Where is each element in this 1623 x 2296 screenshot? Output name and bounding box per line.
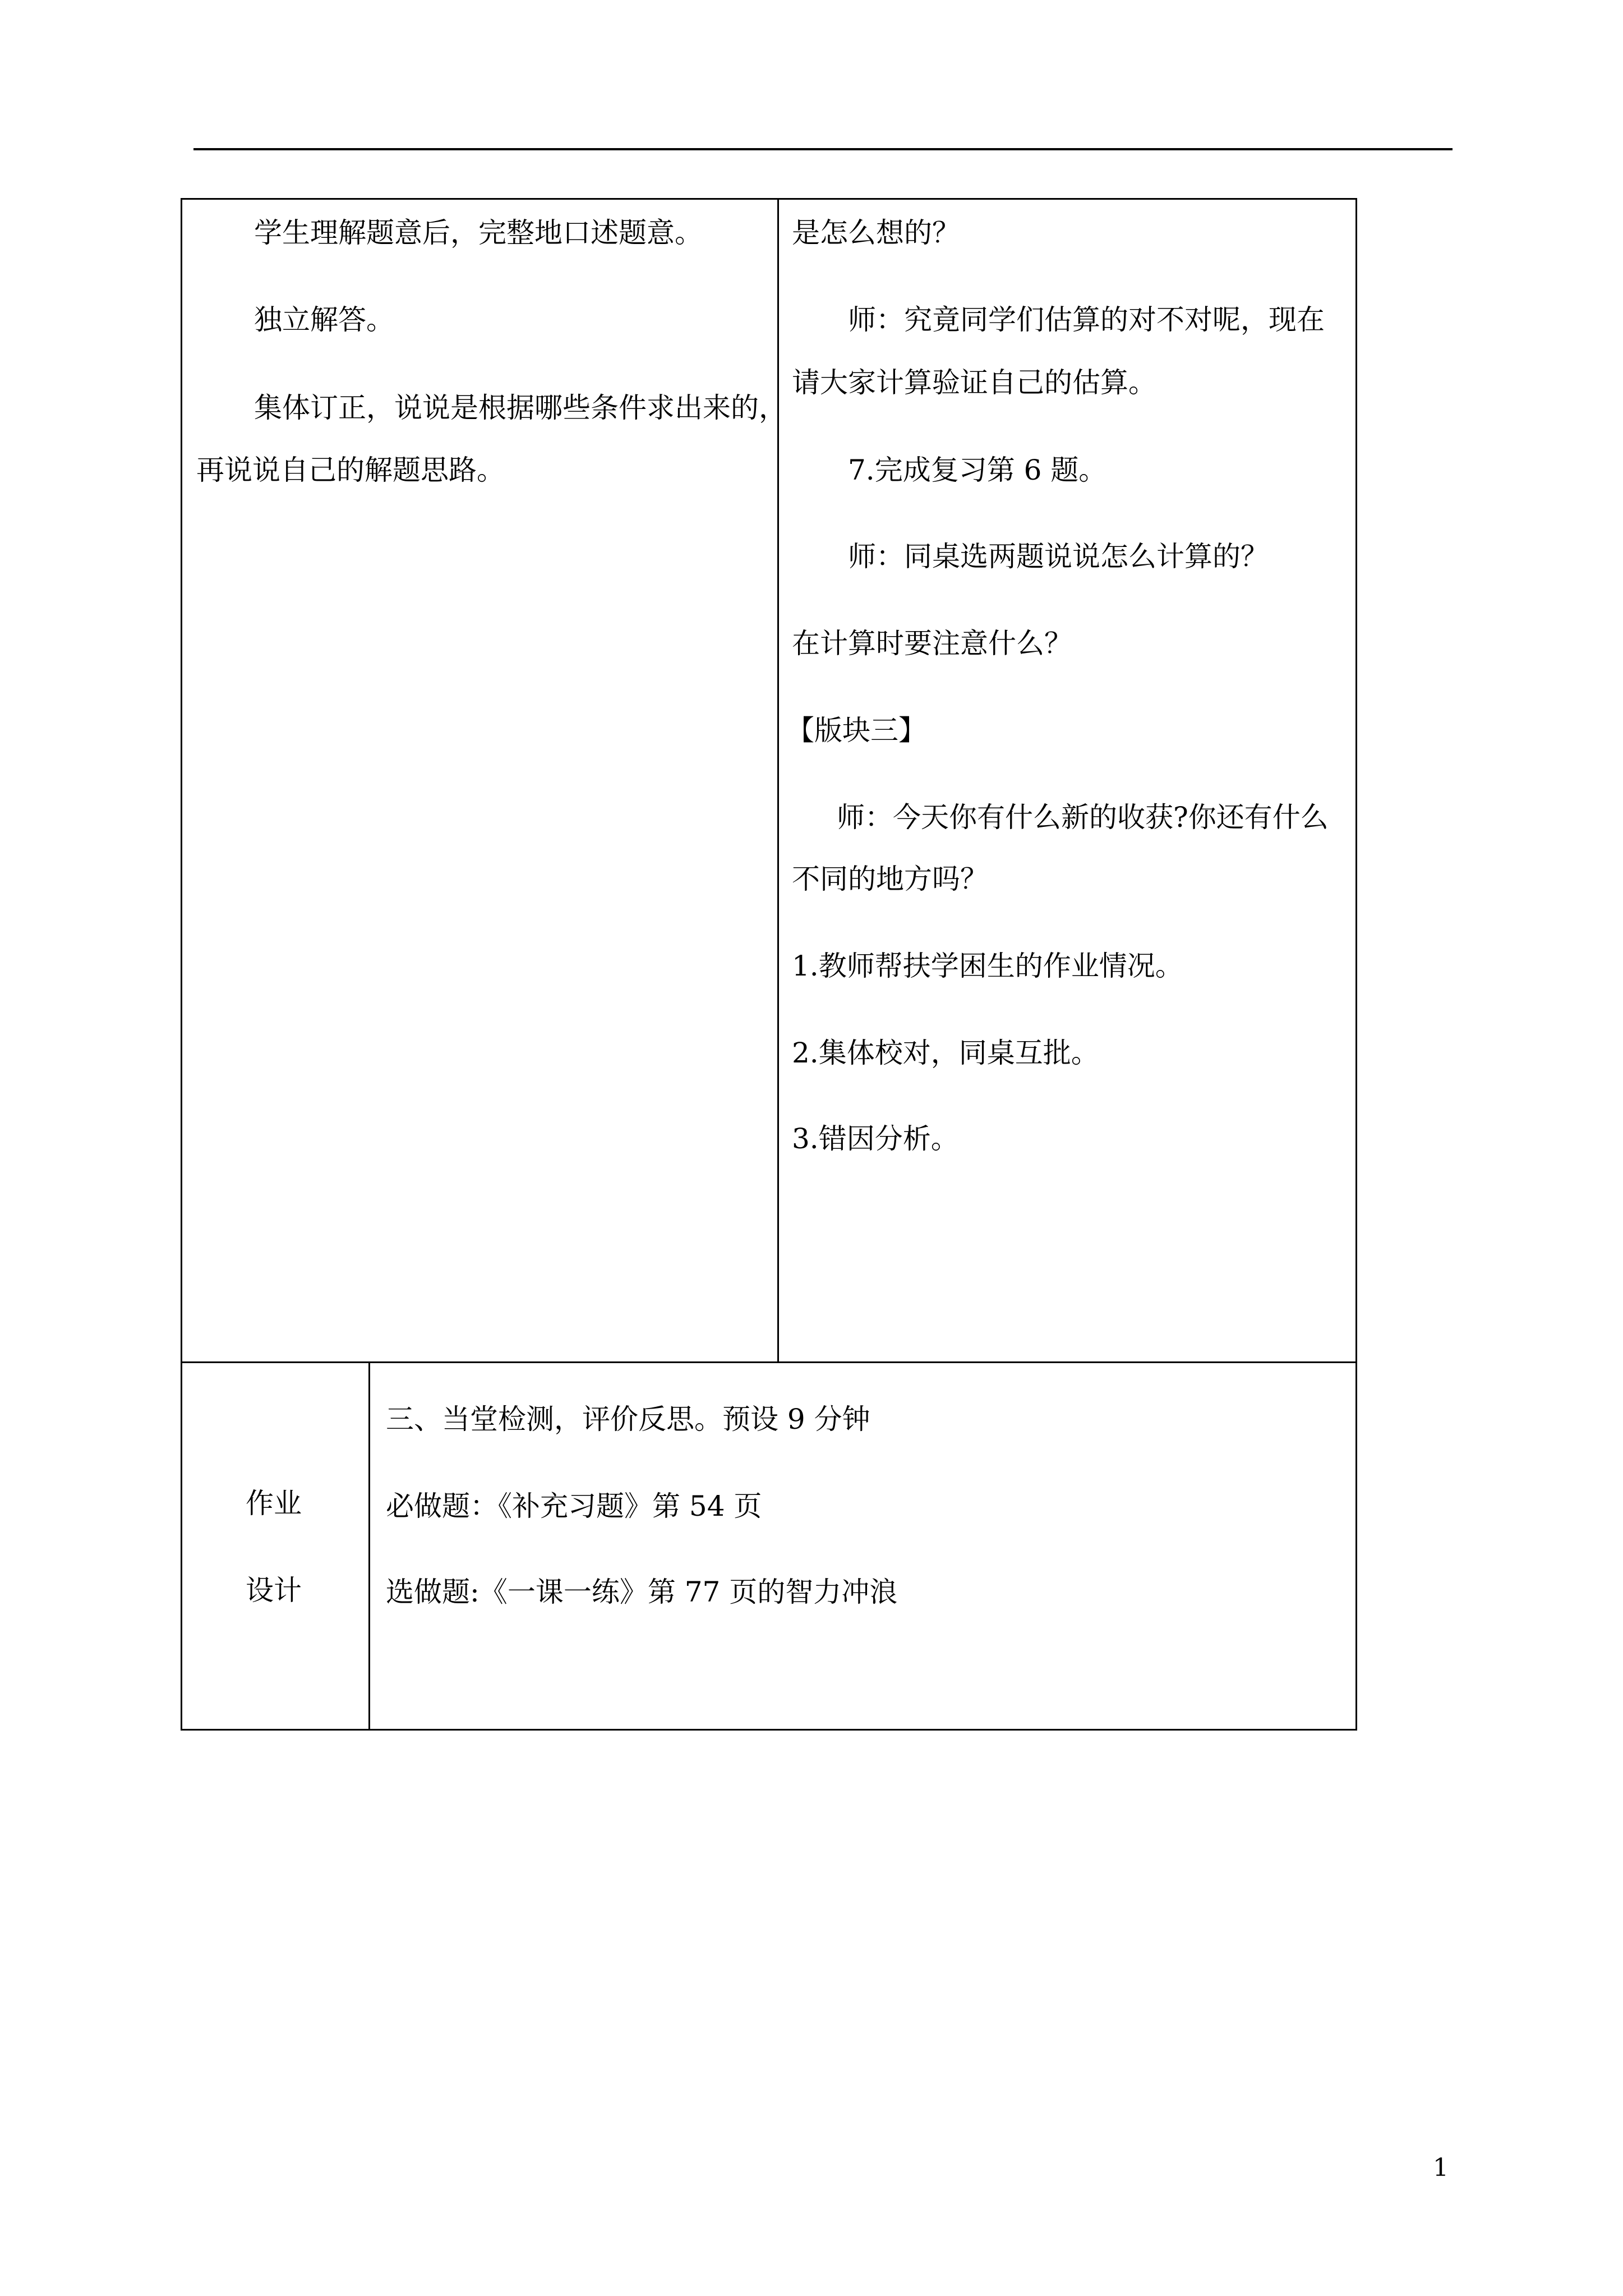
- column-divider: [777, 198, 779, 1363]
- right-cell-line: 是怎么想的？: [792, 217, 960, 249]
- right-cell-line: 师：今天你有什么新的收获?你还有什么: [837, 801, 1329, 834]
- left-cell-line: 集体订正，说说是根据哪些条件求出来的，: [254, 392, 787, 424]
- homework-label: 设计: [246, 1574, 302, 1607]
- right-cell-line: 1.教师帮扶学困生的作业情况。: [792, 950, 1183, 982]
- homework-line: 选做题:《一课一练》第 77 页的智力冲浪: [386, 1576, 898, 1608]
- right-cell-line: 7.完成复习第 6 题。: [848, 454, 1107, 486]
- header-rule: [193, 148, 1453, 150]
- homework-line: 必做题：《补充习题》第 54 页: [386, 1490, 762, 1522]
- lesson-table-upper: [181, 198, 1357, 1363]
- right-cell-line: 3.错因分析。: [792, 1122, 959, 1155]
- right-cell-line: 不同的地方吗？: [792, 863, 988, 895]
- left-cell-line: 学生理解题意后，完整地口述题意。: [254, 217, 703, 249]
- right-cell-line: 在计算时要注意什么？: [792, 627, 1072, 660]
- homework-label: 作业: [246, 1487, 302, 1520]
- homework-divider: [368, 1361, 370, 1731]
- right-cell-line: 师：同桌选两题说说怎么计算的？: [848, 540, 1269, 573]
- right-cell-line: 2.集体校对，同桌互批。: [792, 1037, 1099, 1069]
- homework-line: 三、当堂检测，评价反思。预设 9 分钟: [386, 1403, 870, 1435]
- left-cell-line: 再说说自己的解题思路。: [196, 454, 505, 486]
- left-cell-line: 独立解答。: [254, 303, 394, 336]
- right-cell-line: 师：究竟同学们估算的对不对呢，现在: [848, 303, 1325, 336]
- section-heading: 【版块三】: [786, 714, 926, 747]
- right-cell-line: 请大家计算验证自己的估算。: [792, 366, 1156, 399]
- page-number: 1: [1433, 2154, 1449, 2182]
